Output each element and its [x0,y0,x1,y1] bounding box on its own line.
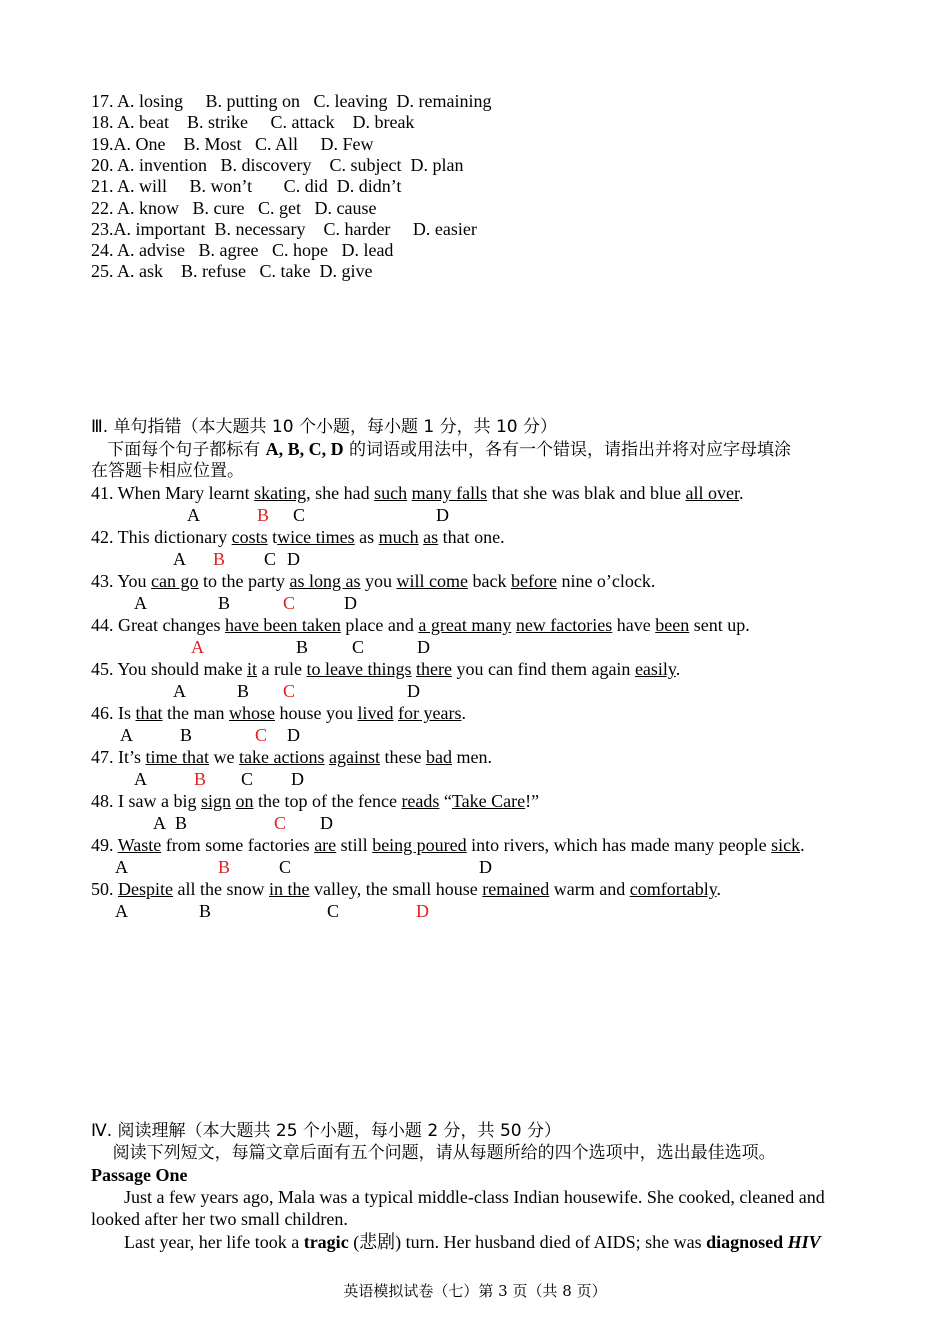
sentence-text: place and [340,615,419,635]
option-letter: C [264,549,277,569]
underlined-phrase: skating [254,483,307,503]
item-sentence [91,878,721,900]
underlined-phrase: on [235,791,254,811]
option-line: 17. A. losing B. putting on C. leaving D. remaining [91,91,492,111]
sentence-text: 46. Is [91,703,136,723]
option-line: 25. A. ask B. refuse C. take D. give [91,261,373,282]
underlined-phrase: such [374,483,408,503]
sentence-text: that she was blak and blue [487,483,686,503]
answer-letter: C [283,681,296,701]
option-letter: D [287,725,300,745]
sentence-text: all the snow [172,879,269,899]
passage-paragraph-1: Just a few years ago, Mala was a typical middle-class Indian housewife. She cooked, cleaned and looked after her two small children. [91,1187,825,1229]
answer-letter: B [218,857,231,877]
option-letter: C [293,505,306,525]
sentence-text: nine o’clock. [556,571,656,591]
sentence-text: as [354,527,379,547]
underlined-phrase: against [328,747,380,767]
sentence-text: that one. [438,527,505,547]
underlined-phrase: all over [685,483,740,503]
answer-letter: D [416,901,429,921]
underlined-phrase: will come [396,571,468,591]
sentence-text: you [360,571,397,591]
underlined-phrase: can go [151,571,199,591]
underlined-phrase: in the [268,879,310,899]
underlined-phrase: much [378,527,419,547]
sentence-text: men. [451,747,492,767]
item-option-letters [91,680,881,702]
sentence-text: a rule [257,659,307,679]
sentence-text: 42. This dictionary [91,527,232,547]
option-letter: D [417,637,430,657]
option-letter: A [115,901,128,921]
underlined-phrase: many falls [411,483,488,503]
sentence-text: 45. You should make [91,659,248,679]
passage-title: Passage One [91,1165,188,1185]
option-letter: D [291,769,304,789]
item-option-letters [91,812,881,834]
option-letter: C [327,901,340,921]
underlined-phrase: take actions [239,747,325,767]
option-letter: D [479,857,492,877]
option-letter: D [287,549,300,569]
sentence-text: !” [525,791,540,811]
page-footer: 英语模拟试卷（七）第 3 页（共 8 页） [343,1282,607,1300]
underlined-phrase: been [655,615,690,635]
sentence-text: the man [162,703,229,723]
underlined-phrase: being poured [372,835,467,855]
option-letter: D [436,505,449,525]
option-letter: A [115,857,128,877]
option-letter: A [134,593,147,613]
sentence-text: into rivers, which has made many people [466,835,772,855]
underlined-phrase: Despite [118,879,173,899]
sentence-text: 44. Great changes [91,615,225,635]
item-option-letters [91,504,881,526]
option-letter: C [241,769,254,789]
sentence-text: these [379,747,426,767]
option-letter: A [134,769,147,789]
option-letter: B [180,725,193,745]
underlined-phrase: it [247,659,258,679]
sentence-text: . [800,835,805,855]
item-sentence [91,614,750,636]
sentence-text: sent up. [689,615,750,635]
item-sentence [91,570,655,592]
item-sentence [91,834,805,856]
underlined-phrase: Take Care [451,791,526,811]
option-letter: A [187,505,200,525]
underlined-phrase: whose [228,703,275,723]
underlined-phrase: for years [397,703,462,723]
item-sentence [91,790,539,812]
option-letter: A [153,813,166,833]
sentence-text: from some factories [161,835,315,855]
option-letter: A [173,549,186,569]
sentence-text: 48. I saw a big [91,791,201,811]
sentence-text: have [612,615,656,635]
item-option-letters [91,856,881,878]
section-3-instruction-line-2: 在答题卡相应位置。 [91,461,244,481]
sentence-text: the top of the fence [253,791,402,811]
answer-letter: C [255,725,268,745]
item-option-letters [91,548,881,570]
underlined-phrase: costs [231,527,268,547]
option-line: 24. A. advise B. agree C. hope D. lead [91,240,394,261]
item-option-letters [91,592,881,614]
answer-letter: C [274,813,287,833]
underlined-phrase: new factories [515,615,613,635]
option-letter: D [344,593,357,613]
sentence-text: back [467,571,511,591]
sentence-text: . [675,659,681,679]
answer-letter: B [213,549,226,569]
answer-letter: B [257,505,270,525]
option-letter: C [279,857,292,877]
underlined-phrase: are [314,835,337,855]
underlined-phrase: remained [482,879,550,899]
underlined-phrase: to leave things [306,659,412,679]
underlined-phrase: a great many [418,615,512,635]
answer-letter: A [191,637,204,657]
option-letter: B [218,593,231,613]
option-letter: B [175,813,188,833]
sentence-text: 41. When Mary learnt [91,483,255,503]
item-option-letters [91,900,881,922]
sentence-text: , she had [306,483,375,503]
sentence-text: warm and [549,879,630,899]
option-line: 23.A. important B. necessary C. harder D. easier [91,218,477,239]
option-letter: D [407,681,420,701]
item-sentence [91,526,505,548]
item-sentence [91,482,744,504]
passage-paragraph-2: Last year, her life took a tragic (悲剧) turn. Her husband died of AIDS; she was diagnosed HIV [124,1232,821,1252]
option-line: 18. A. beat B. strike C. attack D. break [91,112,415,133]
section-4-title: Ⅳ. 阅读理解（本大题共 25 个小题，每小题 2 分，共 50 分） [91,1121,561,1141]
underlined-phrase: easily [634,659,676,679]
sentence-text: . [461,703,466,723]
option-line: 20. A. invention B. discovery C. subject D. plan [91,154,464,175]
option-line: 22. A. know B. cure C. get D. cause [91,197,377,218]
option-line: 21. A. will B. won’t C. did D. didn’t [91,176,402,197]
sentence-text: “ [439,791,452,811]
sentence-text: . [739,483,744,503]
section-4-instruction: 阅读下列短文，每篇文章后面有五个问题，请从每题所给的四个选项中，选出最佳选项。 [91,1143,776,1163]
underlined-phrase: before [510,571,557,591]
underlined-phrase: that [135,703,163,723]
section-3-title: Ⅲ. 单句指错（本大题共 10 个小题，每小题 1 分，共 10 分） [91,417,558,437]
underlined-phrase: have been taken [224,615,341,635]
item-option-letters [91,636,881,658]
underlined-phrase: Waste [117,835,162,855]
option-letter: B [296,637,309,657]
underlined-phrase: sick [771,835,801,855]
section-3-instruction: 下面每个句子都标有 A, B, C, D 的词语或用法中，各有一个错误，请指出并将对应字母填涂 [91,439,792,460]
sentence-text: 43. You [91,571,152,591]
sentence-text: 47. It’s [91,747,146,767]
underlined-phrase: wice times [277,527,355,547]
item-sentence [91,746,492,768]
underlined-phrase: as [423,527,439,547]
underlined-phrase: sign [200,791,231,811]
sentence-text: we [209,747,239,767]
option-letter: D [320,813,333,833]
underlined-phrase: as long as [289,571,361,591]
sentence-text: valley, the small house [309,879,483,899]
item-option-letters [91,768,881,790]
option-line: 19.A. One B. Most C. All D. Few [91,133,374,154]
underlined-phrase: lived [357,703,394,723]
option-letter: A [120,725,133,745]
underlined-phrase: bad [425,747,452,767]
sentence-text: 50. [91,879,118,899]
underlined-phrase: there [416,659,452,679]
sentence-text: you can find them again [451,659,635,679]
item-sentence [91,658,680,680]
option-letter: A [173,681,186,701]
sentence-text: still [336,835,373,855]
answer-letter: C [283,593,296,613]
answer-letter: B [194,769,207,789]
underlined-phrase: reads [401,791,440,811]
item-option-letters [91,724,881,746]
underlined-phrase: time that [145,747,209,767]
sentence-text: t [267,527,278,547]
sentence-text: . [716,879,722,899]
option-letter: B [237,681,250,701]
sentence-text: house you [274,703,358,723]
sentence-text: 49. [91,835,118,855]
option-letter: B [199,901,212,921]
underlined-phrase: comfortably [629,879,717,899]
option-letter: C [352,637,365,657]
item-sentence [91,702,466,724]
sentence-text: to the party [198,571,290,591]
